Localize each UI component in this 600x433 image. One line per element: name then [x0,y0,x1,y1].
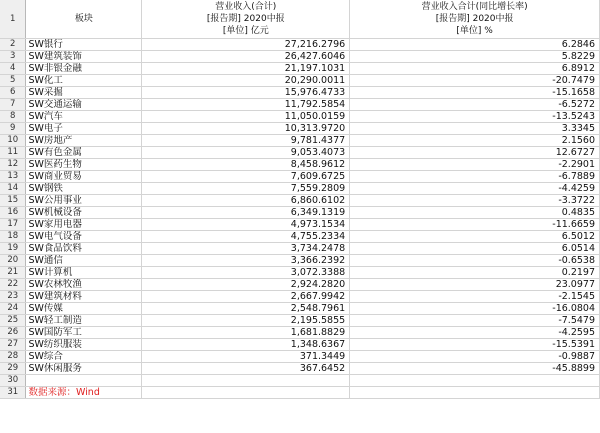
header-row [0,0,600,39]
table-row [0,39,600,51]
sector-cell[interactable]: SW医药生物 [26,159,142,171]
revenue-cell[interactable]: 371.3449 [142,351,350,363]
sector-cell[interactable]: SW电子 [26,123,142,135]
revenue-cell[interactable]: 3,734.2478 [142,243,350,255]
header-revenue-line2: [报告期] 2020中报 [206,14,285,24]
table-row [0,123,600,135]
revenue-cell[interactable]: 6,349.1319 [142,207,350,219]
revenue-cell[interactable]: 3,072.3388 [142,267,350,279]
table-row [0,111,600,123]
empty-cell[interactable] [142,375,350,387]
revenue-cell[interactable]: 3,366.2392 [142,255,350,267]
table-row [0,327,600,339]
growth-cell[interactable]: -4.2595 [350,327,600,339]
sector-cell[interactable]: SW交通运输 [26,99,142,111]
row-number[interactable]: 21 [0,267,26,279]
revenue-cell[interactable]: 6,860.6102 [142,195,350,207]
table-row [0,351,600,363]
table-row [0,291,600,303]
revenue-cell[interactable]: 2,924.2820 [142,279,350,291]
table-row [0,207,600,219]
growth-cell[interactable]: -0.9887 [350,351,600,363]
sector-cell[interactable]: SW家用电器 [26,219,142,231]
table-row [0,255,600,267]
sector-cell[interactable]: SW传媒 [26,303,142,315]
sector-cell[interactable]: SW非银金融 [26,63,142,75]
row-number[interactable]: 11 [0,147,26,159]
empty-cell[interactable] [350,387,600,399]
revenue-cell[interactable]: 21,197.1031 [142,63,350,75]
growth-cell[interactable]: -20.7479 [350,75,600,87]
revenue-cell[interactable]: 367.6452 [142,363,350,375]
row-number[interactable]: 22 [0,279,26,291]
revenue-cell[interactable]: 15,976.4733 [142,87,350,99]
table-row [0,87,600,99]
table-row [0,75,600,87]
row-number[interactable]: 6 [0,87,26,99]
revenue-cell[interactable]: 9,053.4073 [142,147,350,159]
growth-cell[interactable]: -13.5243 [350,111,600,123]
revenue-cell[interactable]: 4,755.2334 [142,231,350,243]
header-growth[interactable] [350,0,600,39]
row-number[interactable]: 1 [0,0,26,39]
revenue-cell[interactable]: 1,681.8829 [142,327,350,339]
row-number[interactable]: 8 [0,111,26,123]
growth-cell[interactable]: -0.6538 [350,255,600,267]
revenue-cell[interactable]: 11,792.5854 [142,99,350,111]
sector-cell[interactable]: SW食品饮料 [26,243,142,255]
row-number[interactable]: 7 [0,99,26,111]
table-row [0,339,600,351]
row-number[interactable]: 16 [0,207,26,219]
row-number[interactable]: 14 [0,183,26,195]
revenue-cell[interactable]: 11,050.0159 [142,111,350,123]
sector-cell[interactable]: SW国防军工 [26,327,142,339]
table-row [0,243,600,255]
growth-cell[interactable]: -45.8899 [350,363,600,375]
revenue-cell[interactable]: 9,781.4377 [142,135,350,147]
sector-cell[interactable]: SW轻工制造 [26,315,142,327]
header-revenue[interactable] [142,0,350,39]
empty-cell[interactable] [350,375,600,387]
growth-cell[interactable]: 23.0977 [350,279,600,291]
sector-cell[interactable]: SW机械设备 [26,207,142,219]
revenue-cell[interactable]: 2,195.5855 [142,315,350,327]
sector-cell[interactable]: SW公用事业 [26,195,142,207]
header-growth-line3: [单位] % [456,26,493,36]
revenue-cell[interactable]: 7,559.2809 [142,183,350,195]
row-number[interactable]: 31 [0,387,26,399]
growth-cell[interactable]: -15.5391 [350,339,600,351]
sector-cell[interactable]: SW休闲服务 [26,363,142,375]
sector-cell[interactable]: SW通信 [26,255,142,267]
sector-cell[interactable]: SW化工 [26,75,142,87]
table-row [0,387,600,399]
row-number[interactable]: 12 [0,159,26,171]
growth-cell[interactable]: -16.0804 [350,303,600,315]
table-row [0,159,600,171]
revenue-cell[interactable]: 10,313.9720 [142,123,350,135]
table-row [0,219,600,231]
growth-cell[interactable]: 6.2846 [350,39,600,51]
row-number[interactable]: 25 [0,315,26,327]
sector-cell[interactable]: SW建筑材料 [26,291,142,303]
table-row [0,171,600,183]
table-row [0,99,600,111]
sector-cell[interactable]: SW房地产 [26,135,142,147]
table-row [0,51,600,63]
sector-cell[interactable]: SW钢铁 [26,183,142,195]
row-number[interactable]: 28 [0,351,26,363]
header-revenue-line1: 营业收入(合计) [215,2,277,12]
growth-cell[interactable]: 6.5012 [350,231,600,243]
sector-cell[interactable]: SW商业贸易 [26,171,142,183]
growth-cell[interactable]: -11.6659 [350,219,600,231]
growth-cell[interactable]: -7.5479 [350,315,600,327]
header-growth-line2: [报告期] 2020中报 [435,14,514,24]
revenue-cell[interactable]: 26,427.6046 [142,51,350,63]
source-note[interactable]: 数据来源：Wind [26,387,142,399]
growth-cell[interactable]: 6.8912 [350,63,600,75]
table-row [0,363,600,375]
growth-cell[interactable]: 6.0514 [350,243,600,255]
row-number[interactable]: 10 [0,135,26,147]
row-number[interactable]: 15 [0,195,26,207]
table-row [0,303,600,315]
sector-cell[interactable]: SW计算机 [26,267,142,279]
revenue-cell[interactable]: 4,973.1534 [142,219,350,231]
growth-cell[interactable]: -15.1658 [350,87,600,99]
sector-cell[interactable]: SW农林牧渔 [26,279,142,291]
header-revenue-line3: [单位] 亿元 [222,26,269,36]
table-row [0,279,600,291]
row-number[interactable]: 24 [0,303,26,315]
table-row [0,183,600,195]
growth-cell[interactable]: 3.3345 [350,123,600,135]
growth-cell[interactable]: -2.1545 [350,291,600,303]
table-row [0,375,600,387]
growth-cell[interactable]: -2.2901 [350,159,600,171]
table-row [0,147,600,159]
table-row [0,195,600,207]
table-row [0,135,600,147]
row-number[interactable]: 18 [0,231,26,243]
empty-cell[interactable] [142,387,350,399]
row-number[interactable]: 17 [0,219,26,231]
growth-cell[interactable]: 12.6727 [350,147,600,159]
revenue-cell[interactable]: 7,609.6725 [142,171,350,183]
sector-cell[interactable]: SW银行 [26,39,142,51]
row-number[interactable]: 29 [0,363,26,375]
table-row [0,315,600,327]
row-number[interactable]: 26 [0,327,26,339]
sector-cell[interactable]: SW综合 [26,351,142,363]
row-number[interactable]: 5 [0,75,26,87]
empty-cell[interactable] [26,375,142,387]
sector-cell[interactable]: SW采掘 [26,87,142,99]
row-number[interactable]: 3 [0,51,26,63]
row-number[interactable]: 19 [0,243,26,255]
row-number[interactable]: 4 [0,63,26,75]
table-row [0,267,600,279]
row-number[interactable]: 30 [0,375,26,387]
growth-cell[interactable]: 0.2197 [350,267,600,279]
revenue-cell[interactable]: 2,548.7961 [142,303,350,315]
sector-cell[interactable]: SW建筑装饰 [26,51,142,63]
header-sector[interactable]: 板块 [26,0,142,39]
growth-cell[interactable]: 2.1560 [350,135,600,147]
row-number[interactable]: 2 [0,39,26,51]
growth-cell[interactable]: -3.3722 [350,195,600,207]
sector-cell[interactable]: SW电气设备 [26,231,142,243]
row-number[interactable]: 13 [0,171,26,183]
sector-cell[interactable]: SW纺织服装 [26,339,142,351]
row-number[interactable]: 9 [0,123,26,135]
growth-cell[interactable]: 0.4835 [350,207,600,219]
header-growth-line1: 营业收入合计(同比增长率) [421,2,528,12]
sector-cell[interactable]: SW有色金属 [26,147,142,159]
growth-cell[interactable]: -4.4259 [350,183,600,195]
table-row [0,231,600,243]
table-row [0,63,600,75]
growth-cell[interactable]: 5.8229 [350,51,600,63]
growth-cell[interactable]: -6.5272 [350,99,600,111]
row-number[interactable]: 23 [0,291,26,303]
revenue-cell[interactable]: 2,667.9942 [142,291,350,303]
growth-cell[interactable]: -6.7889 [350,171,600,183]
revenue-cell[interactable]: 20,290.0011 [142,75,350,87]
revenue-cell[interactable]: 27,216.2796 [142,39,350,51]
revenue-cell[interactable]: 1,348.6367 [142,339,350,351]
revenue-cell[interactable]: 8,458.9612 [142,159,350,171]
row-number[interactable]: 20 [0,255,26,267]
row-number[interactable]: 27 [0,339,26,351]
sector-cell[interactable]: SW汽车 [26,111,142,123]
